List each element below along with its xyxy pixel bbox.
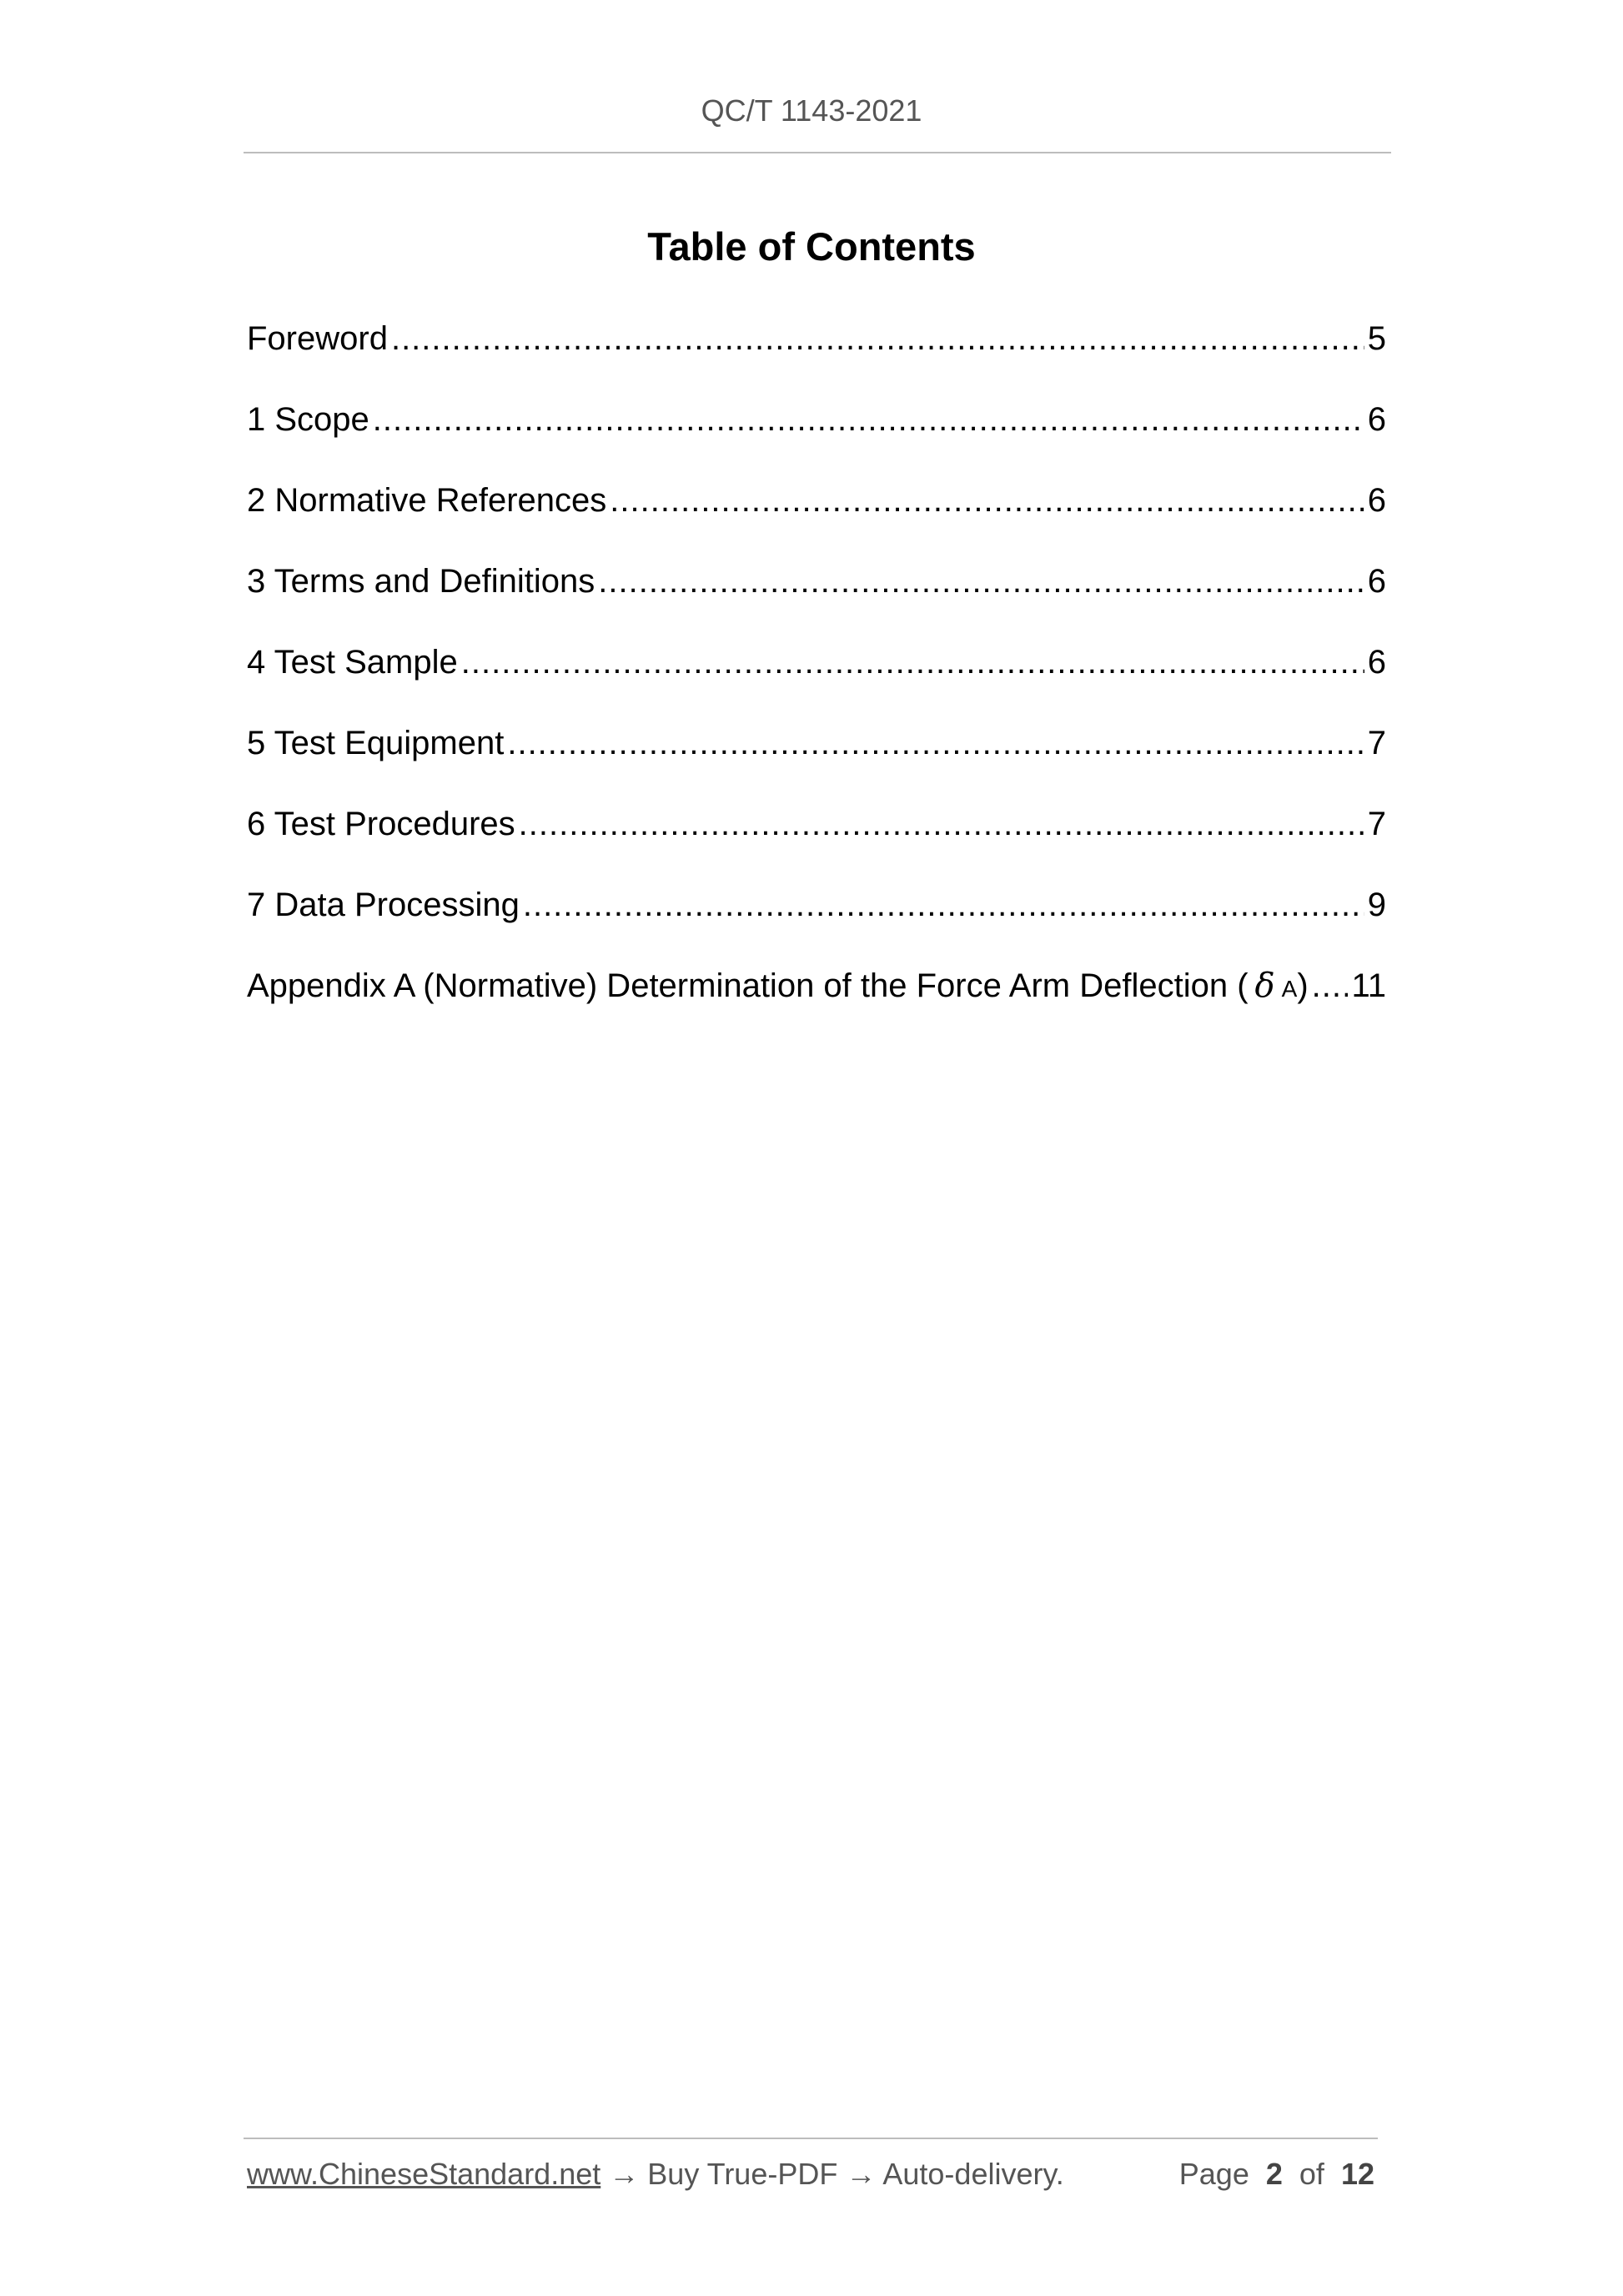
toc-entry-data-processing[interactable] — [247, 880, 1386, 961]
auto-delivery-text: Auto-delivery. — [882, 2157, 1064, 2191]
toc-entry-page: 11 — [1351, 967, 1386, 1004]
toc-entry-page: 5 — [1367, 320, 1386, 357]
toc-leader-dots — [598, 556, 1364, 606]
footer-promo — [247, 2157, 1064, 2192]
toc-entry-test-sample[interactable] — [247, 637, 1386, 718]
arrow-right-icon: → — [609, 2157, 640, 2191]
toc-entry-title-prefix: Appendix A (Normative) Determination of the Force Arm Deflection ( — [247, 967, 1249, 1004]
toc-entry-title: 7 Data Processing — [247, 887, 520, 923]
toc-leader-dots — [391, 314, 1364, 364]
toc-entry-scope[interactable] — [247, 394, 1386, 475]
toc-leader-dots — [519, 799, 1364, 849]
toc-leader-dots — [373, 394, 1364, 445]
toc-entry-title: 3 Terms and Definitions — [247, 563, 595, 600]
toc-leader-dots — [507, 718, 1364, 768]
table-of-contents — [247, 314, 1386, 1042]
toc-entry-page: 6 — [1367, 401, 1386, 438]
delta-subscript: A — [1281, 976, 1298, 1002]
toc-entry-normative-references[interactable] — [247, 475, 1386, 556]
toc-entry-appendix-a[interactable] — [247, 961, 1386, 1042]
toc-entry-title: Foreword — [247, 320, 388, 357]
toc-entry-page: 7 — [1367, 806, 1386, 842]
toc-entry-title: 2 Normative References — [247, 482, 607, 519]
page-current: 2 — [1265, 2157, 1283, 2191]
toc-entry-page: 6 — [1367, 482, 1386, 519]
arrow-right-icon: → — [846, 2157, 877, 2191]
toc-entry-page: 6 — [1367, 563, 1386, 600]
toc-entry-title — [247, 961, 1309, 1014]
buy-true-pdf-text: Buy True-PDF — [647, 2157, 838, 2191]
toc-entry-title-suffix: ) — [1297, 967, 1309, 1004]
page-number — [1179, 2157, 1374, 2192]
document-code-header: QC/T 1143-2021 — [701, 93, 922, 128]
toc-leader-dots — [461, 637, 1364, 687]
toc-entry-title: 5 Test Equipment — [247, 725, 505, 761]
page-total: 12 — [1340, 2157, 1374, 2191]
toc-entry-title: 1 Scope — [247, 401, 369, 438]
toc-entry-test-procedures[interactable] — [247, 799, 1386, 880]
delta-symbol: δ — [1254, 967, 1275, 1005]
toc-entry-page: 6 — [1367, 644, 1386, 681]
toc-leader-dots — [610, 475, 1364, 525]
toc-leader-dots — [523, 880, 1364, 930]
toc-entry-terms-and-definitions[interactable] — [247, 556, 1386, 637]
page-of-label: of — [1299, 2157, 1324, 2191]
toc-entry-page: 9 — [1367, 887, 1386, 923]
toc-heading: Table of Contents — [647, 224, 976, 269]
toc-leader-dots — [1312, 961, 1349, 1011]
header-divider — [244, 152, 1391, 153]
footer-divider — [244, 2138, 1378, 2139]
toc-entry-test-equipment[interactable] — [247, 718, 1386, 799]
toc-entry-foreword[interactable] — [247, 314, 1386, 394]
site-link[interactable]: www.ChineseStandard.net — [247, 2157, 601, 2191]
toc-entry-page: 7 — [1367, 725, 1386, 761]
page-label: Page — [1178, 2157, 1249, 2191]
toc-entry-title: 6 Test Procedures — [247, 806, 515, 842]
toc-entry-title: 4 Test Sample — [247, 644, 458, 681]
